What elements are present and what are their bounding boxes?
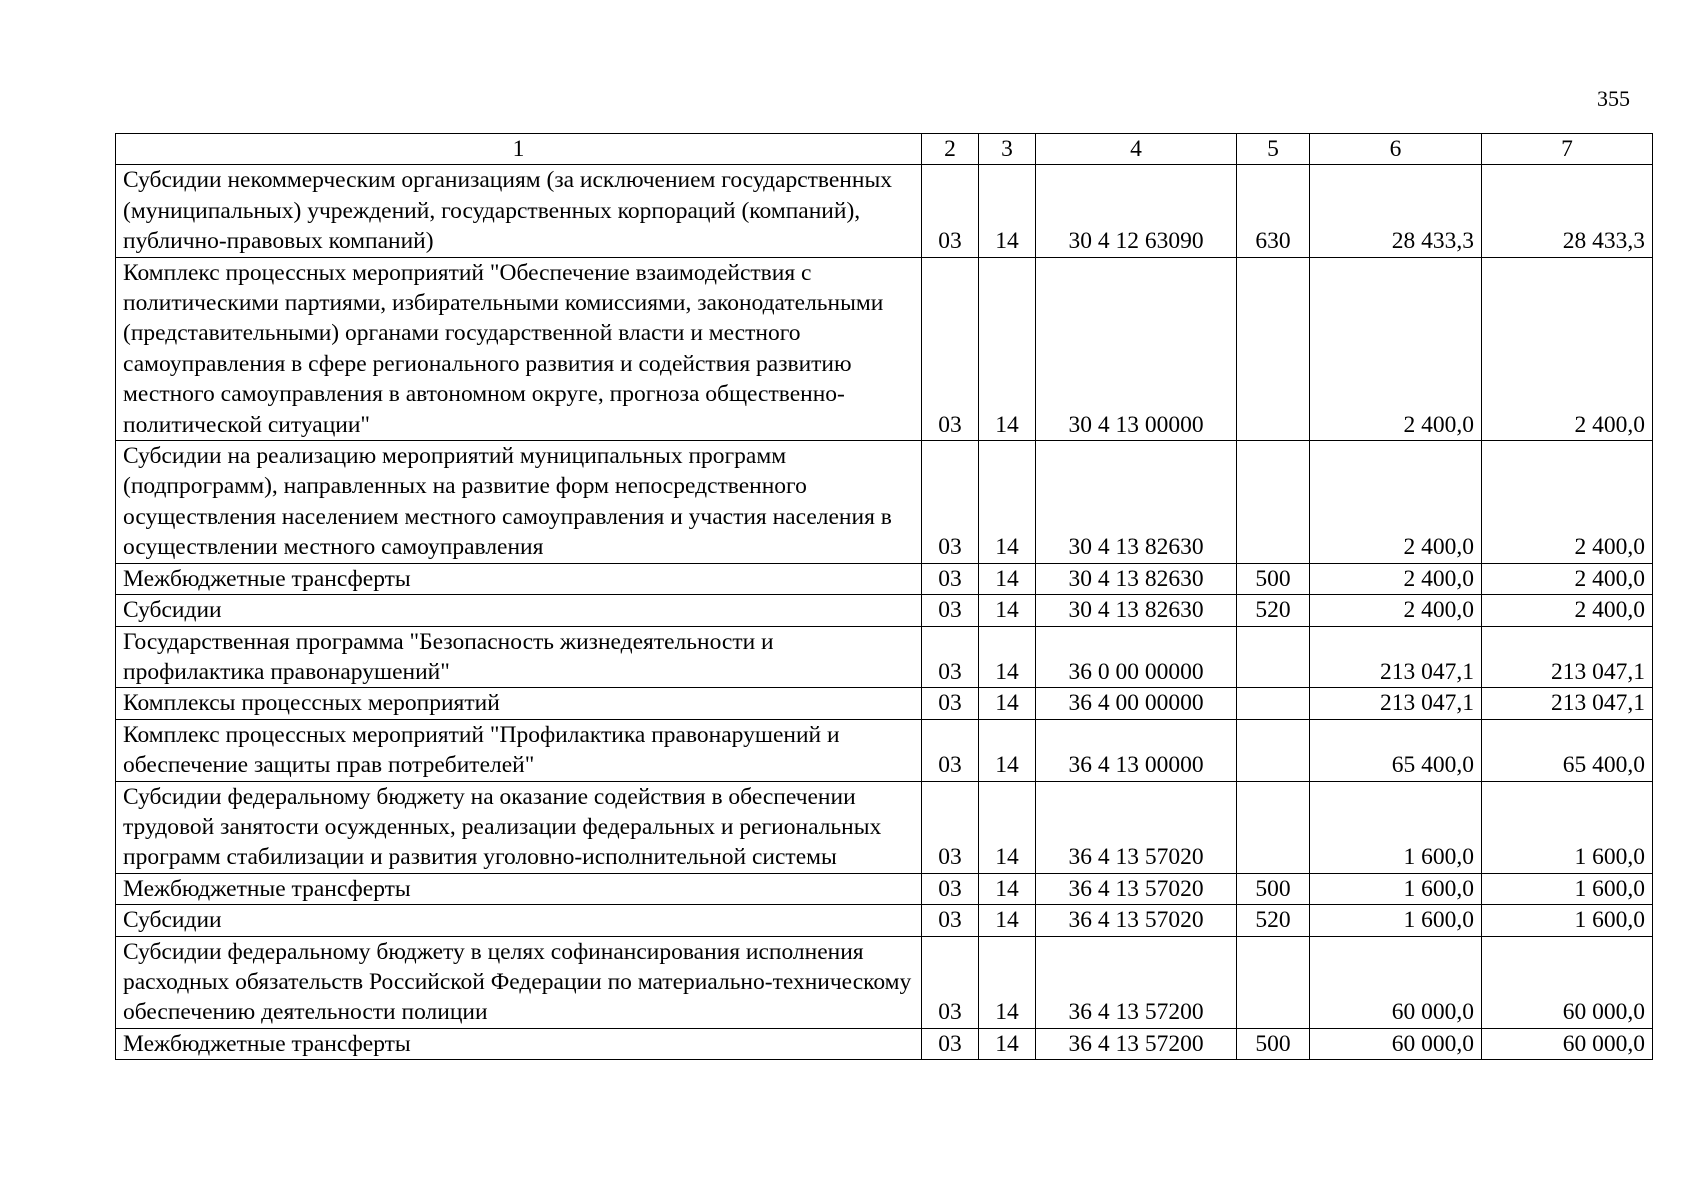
target-article-cell: 30 4 13 82630 xyxy=(1036,441,1237,564)
amount-col6-cell: 1 600,0 xyxy=(1310,905,1482,936)
subsection-code-cell: 14 xyxy=(979,257,1036,440)
expense-name-cell: Субсидии xyxy=(116,905,922,936)
header-row xyxy=(116,134,1653,165)
expense-name-cell: Государственная программа "Безопасность жизнедеятельности и профилактика правонарушений" xyxy=(116,626,922,688)
table-body xyxy=(116,165,1653,1060)
subsection-code-cell: 14 xyxy=(979,165,1036,257)
amount-col7-cell: 1 600,0 xyxy=(1482,905,1653,936)
expense-type-cell xyxy=(1237,688,1310,719)
expense-name-cell: Комплексы процессных мероприятий xyxy=(116,688,922,719)
section-code-cell: 03 xyxy=(922,563,979,594)
subsection-code-cell: 14 xyxy=(979,936,1036,1028)
amount-col6-cell: 28 433,3 xyxy=(1310,165,1482,257)
subsection-code-cell: 14 xyxy=(979,873,1036,904)
section-code-cell: 03 xyxy=(922,257,979,440)
budget-table xyxy=(115,133,1653,1060)
table-row xyxy=(116,563,1653,594)
target-article-cell: 30 4 13 00000 xyxy=(1036,257,1237,440)
expense-name-cell: Комплекс процессных мероприятий "Профилактика правонарушений и обеспечение защиты прав потребителей" xyxy=(116,719,922,781)
expense-name-cell: Межбюджетные трансферты xyxy=(116,1028,922,1059)
expense-name-cell: Субсидии федеральному бюджету на оказание содействия в обеспечении трудовой занятости осужденных, реализации федеральных и региональных программ стабилизации и развития уголовно-исполнительной системы xyxy=(116,781,922,873)
expense-type-cell: 630 xyxy=(1237,165,1310,257)
section-code-cell: 03 xyxy=(922,905,979,936)
amount-col6-cell: 2 400,0 xyxy=(1310,595,1482,626)
amount-col6-cell: 2 400,0 xyxy=(1310,563,1482,594)
column-header: 5 xyxy=(1237,134,1310,165)
table-row xyxy=(116,905,1653,936)
target-article-cell: 36 4 13 57020 xyxy=(1036,781,1237,873)
expense-type-cell: 500 xyxy=(1237,563,1310,594)
column-header: 6 xyxy=(1310,134,1482,165)
column-header: 3 xyxy=(979,134,1036,165)
subsection-code-cell: 14 xyxy=(979,595,1036,626)
section-code-cell: 03 xyxy=(922,719,979,781)
subsection-code-cell: 14 xyxy=(979,1028,1036,1059)
section-code-cell: 03 xyxy=(922,441,979,564)
expense-type-cell: 520 xyxy=(1237,905,1310,936)
amount-col7-cell: 1 600,0 xyxy=(1482,781,1653,873)
section-code-cell: 03 xyxy=(922,688,979,719)
subsection-code-cell: 14 xyxy=(979,626,1036,688)
target-article-cell: 30 4 13 82630 xyxy=(1036,595,1237,626)
expense-name-cell: Субсидии федеральному бюджету в целях софинансирования исполнения расходных обязательств Российской Федерации по материально-техническому обеспечению деятельности полиции xyxy=(116,936,922,1028)
expense-type-cell xyxy=(1237,719,1310,781)
amount-col6-cell: 60 000,0 xyxy=(1310,1028,1482,1059)
subsection-code-cell: 14 xyxy=(979,688,1036,719)
expense-name-cell: Комплекс процессных мероприятий "Обеспечение взаимодействия с политическими партиями, избирательными комиссиями, законодательными (представительными) органами государственной власти и местного самоуправления в сфере регионального развития и содействия развитию местного самоуправления в автономном округе, прогноза общественно-политической ситуации" xyxy=(116,257,922,440)
section-code-cell: 03 xyxy=(922,781,979,873)
amount-col7-cell: 2 400,0 xyxy=(1482,257,1653,440)
subsection-code-cell: 14 xyxy=(979,441,1036,564)
expense-type-cell: 520 xyxy=(1237,595,1310,626)
subsection-code-cell: 14 xyxy=(979,905,1036,936)
target-article-cell: 36 0 00 00000 xyxy=(1036,626,1237,688)
subsection-code-cell: 14 xyxy=(979,563,1036,594)
amount-col6-cell: 2 400,0 xyxy=(1310,441,1482,564)
expense-type-cell xyxy=(1237,781,1310,873)
amount-col6-cell: 213 047,1 xyxy=(1310,688,1482,719)
section-code-cell: 03 xyxy=(922,595,979,626)
target-article-cell: 36 4 13 00000 xyxy=(1036,719,1237,781)
amount-col7-cell: 2 400,0 xyxy=(1482,595,1653,626)
section-code-cell: 03 xyxy=(922,165,979,257)
table-row xyxy=(116,781,1653,873)
amount-col7-cell: 60 000,0 xyxy=(1482,1028,1653,1059)
amount-col6-cell: 2 400,0 xyxy=(1310,257,1482,440)
table-row xyxy=(116,165,1653,257)
column-header: 1 xyxy=(116,134,922,165)
amount-col7-cell: 1 600,0 xyxy=(1482,873,1653,904)
table-row xyxy=(116,595,1653,626)
column-header: 2 xyxy=(922,134,979,165)
expense-type-cell: 500 xyxy=(1237,1028,1310,1059)
subsection-code-cell: 14 xyxy=(979,781,1036,873)
amount-col6-cell: 60 000,0 xyxy=(1310,936,1482,1028)
amount-col7-cell: 60 000,0 xyxy=(1482,936,1653,1028)
amount-col6-cell: 213 047,1 xyxy=(1310,626,1482,688)
table-row xyxy=(116,441,1653,564)
column-header: 7 xyxy=(1482,134,1653,165)
amount-col7-cell: 2 400,0 xyxy=(1482,441,1653,564)
table-row xyxy=(116,719,1653,781)
amount-col7-cell: 65 400,0 xyxy=(1482,719,1653,781)
amount-col6-cell: 1 600,0 xyxy=(1310,781,1482,873)
table-row xyxy=(116,1028,1653,1059)
target-article-cell: 36 4 13 57200 xyxy=(1036,1028,1237,1059)
section-code-cell: 03 xyxy=(922,936,979,1028)
target-article-cell: 30 4 13 82630 xyxy=(1036,563,1237,594)
table-row xyxy=(116,626,1653,688)
column-header: 4 xyxy=(1036,134,1237,165)
expense-type-cell xyxy=(1237,936,1310,1028)
target-article-cell: 36 4 00 00000 xyxy=(1036,688,1237,719)
table-row xyxy=(116,257,1653,440)
amount-col6-cell: 1 600,0 xyxy=(1310,873,1482,904)
expense-name-cell: Межбюджетные трансферты xyxy=(116,873,922,904)
amount-col6-cell: 65 400,0 xyxy=(1310,719,1482,781)
section-code-cell: 03 xyxy=(922,873,979,904)
table-row xyxy=(116,873,1653,904)
section-code-cell: 03 xyxy=(922,626,979,688)
expense-type-cell xyxy=(1237,626,1310,688)
target-article-cell: 30 4 12 63090 xyxy=(1036,165,1237,257)
table-row xyxy=(116,936,1653,1028)
expense-name-cell: Субсидии xyxy=(116,595,922,626)
target-article-cell: 36 4 13 57020 xyxy=(1036,905,1237,936)
page-number: 355 xyxy=(1597,86,1630,111)
expense-type-cell: 500 xyxy=(1237,873,1310,904)
amount-col7-cell: 213 047,1 xyxy=(1482,688,1653,719)
amount-col7-cell: 28 433,3 xyxy=(1482,165,1653,257)
expense-name-cell: Субсидии некоммерческим организациям (за исключением государственных (муниципальных) учреждений, государственных корпораций (компаний), публично-правовых компаний) xyxy=(116,165,922,257)
target-article-cell: 36 4 13 57020 xyxy=(1036,873,1237,904)
amount-col7-cell: 213 047,1 xyxy=(1482,626,1653,688)
section-code-cell: 03 xyxy=(922,1028,979,1059)
expense-name-cell: Субсидии на реализацию мероприятий муниципальных программ (подпрограмм), направленных на развитие форм непосредственного осуществления населением местного самоуправления и участия населения в осуществлении местного самоуправления xyxy=(116,441,922,564)
subsection-code-cell: 14 xyxy=(979,719,1036,781)
amount-col7-cell: 2 400,0 xyxy=(1482,563,1653,594)
expense-name-cell: Межбюджетные трансферты xyxy=(116,563,922,594)
expense-type-cell xyxy=(1237,441,1310,564)
table-row xyxy=(116,688,1653,719)
expense-type-cell xyxy=(1237,257,1310,440)
target-article-cell: 36 4 13 57200 xyxy=(1036,936,1237,1028)
